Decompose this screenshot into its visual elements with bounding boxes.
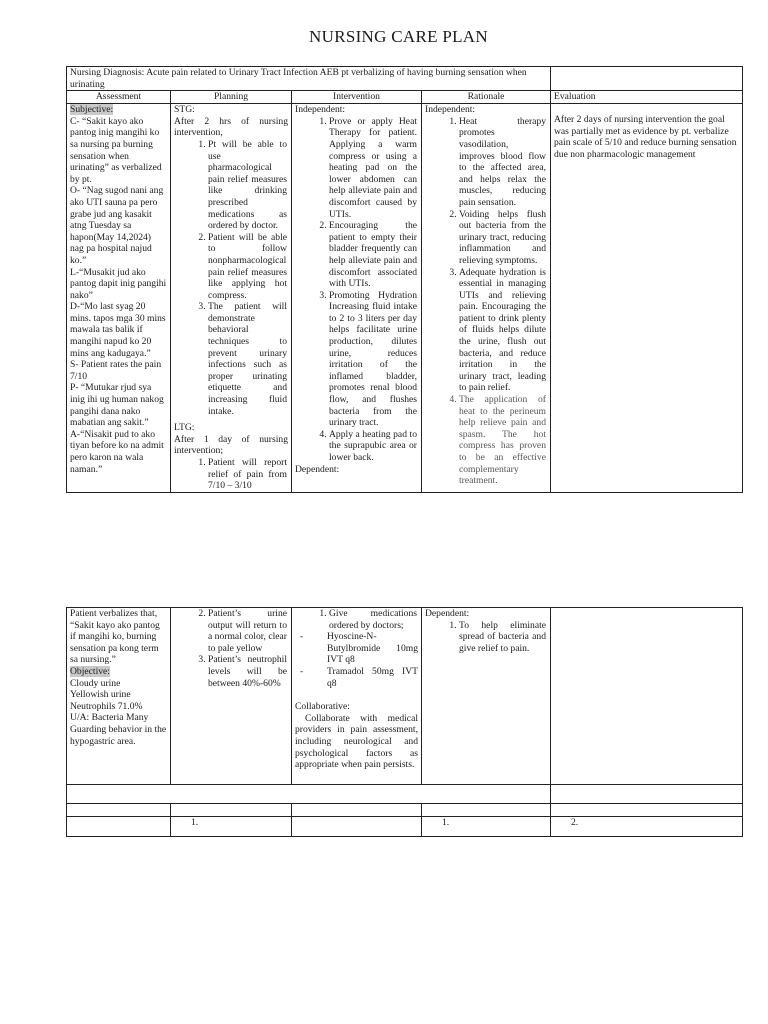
empty-cell [551, 785, 743, 804]
rationale-number: 1. [422, 817, 551, 837]
assessment-intro: Patient verbalizes that, “Sakit kayo ako pantog if mangihi ko, burning sensation pa kong term sa nursing.” [70, 608, 160, 666]
stg-label: STG: [174, 104, 195, 116]
ltg-intro: After 1 day of nursing intervention; [174, 433, 288, 457]
assessment-line: Cloudy urine [70, 677, 121, 689]
assessment-cell [67, 608, 171, 785]
stg-item: 3. The patient will demonstrate behavioral techniques to prevent urinary infections such as proper urinating etiquette and increasing fluid intake. [208, 301, 288, 417]
empty-cell [551, 804, 743, 817]
empty-cell [67, 817, 171, 837]
assessment-line: C- “Sakit kayo ako pantog inig mangihi ko sa nursing pa burning sensation when urinating” as verbalized by pt. [70, 115, 162, 185]
assessment-line: P- “Mutukar rjud sya inig ihi ug human nakog pangihi dana nako mabatian ang sakit.” [70, 382, 164, 429]
objective-label: Objective: [70, 665, 110, 677]
document-title: NURSING CARE PLAN [309, 27, 488, 46]
header-row [67, 91, 743, 104]
assessment-cell [67, 104, 171, 493]
assessment-line: D-“Mo last syag 20 mins. tapos mga 30 mins mawala tas balik if mangihi napud ko 20 mins ang kadugaya.” [70, 301, 166, 359]
planning-item: 3. Patient’s neutrophil levels will be between 40%-60% [208, 654, 288, 689]
stg-item: 1. Pt will be able to use pharmacological pain relief measures like drinking prescribed medications as ordered by doctor. [208, 139, 288, 232]
independent-label: Independent: [295, 104, 346, 116]
assessment-line: Neutrophils 71.0% [70, 700, 143, 712]
planning-list [174, 608, 288, 689]
rationale-list [425, 620, 547, 655]
care-plan-table-page1 [66, 66, 743, 493]
medication-item: - Tramadol 50mg IVT q8 [327, 666, 418, 689]
independent-label: Independent: [425, 104, 476, 116]
assessment-line: L-“Musakit jud ako pantog dapit inig pangihi nako” [70, 266, 167, 301]
diagnosis-row [67, 67, 743, 91]
rationale-item: 3. Adequate hydration is essential in managing UTIs and relieving pain. Encouraging the patient to drink plenty of fluids helps dilute the urine, flush out bacteria, and reduce irritation in the urinary tract, leading to pain relief. [459, 267, 547, 395]
empty-cell [67, 804, 171, 817]
dependent-label: Dependent: [425, 608, 470, 619]
intervention-cell [292, 608, 422, 785]
dependent-label: Dependent: [295, 463, 340, 475]
empty-row [67, 804, 743, 817]
empty-cell [292, 817, 422, 837]
intervention-item: 1. Give medications ordered by doctors; [329, 608, 418, 631]
rationale-cell [422, 608, 551, 785]
evaluation-number: 2. [551, 817, 743, 837]
collaborative-text: Collaborate with medical providers in pain assessment, including neurological and psychological factors as appropriate when pain persists. [295, 712, 418, 771]
stg-list [174, 139, 288, 417]
intervention-list [295, 608, 418, 631]
diagnosis-empty-cell [551, 67, 743, 91]
planning-item: 2. Patient’s urine output will return to a normal color, clear to pale yellow [208, 608, 288, 654]
intervention-item: 3. Promoting Hydration Increasing fluid intake to 2 to 3 liters per day helps facilitate urine production, dilutes urine, reduces irritation of the inflamed bladder, promotes renal blood flow, and flushes bacteria from the urinary tract. [329, 290, 418, 429]
assessment-line: A-“Nisakit pud to ako tiyan before ko na admit pero karon na wala naman.” [70, 428, 164, 475]
planning-number: 1. [171, 817, 292, 837]
empty-cell [422, 804, 551, 817]
rationale-item: 1. Heat therapy promotes vasodilation, improves blood flow to the affected area, and helps relax the muscles, reducing pain sensation. [459, 116, 547, 209]
intervention-item: 2. Encouraging the patient to empty their bladder frequently can help alleviate pain and discomfort associated with UTIs. [329, 220, 418, 290]
nursing-diagnosis: Nursing Diagnosis: Acute pain related to Urinary Tract Infection AEB pt verbalizing of having burning sensation when urinating [67, 67, 551, 91]
ltg-item: 1. Patient will report relief of pain from 7/10 – 3/10 [208, 457, 288, 492]
planning-cell [171, 104, 292, 493]
empty-cell [67, 785, 551, 804]
evaluation-cell [551, 608, 743, 785]
header-intervention: Intervention [292, 91, 422, 104]
ltg-label: LTG: [174, 422, 195, 434]
planning-cell [171, 608, 292, 785]
intervention-item: 1. Prove or apply Heat Therapy for patient. Applying a warm compress or using a heating pad on the lower abdomen can help alleviate pain and discomfort caused by UTIs. [329, 116, 418, 220]
content-row [67, 608, 743, 785]
intervention-cell [292, 104, 422, 493]
assessment-line: Yellowish urine [70, 689, 131, 701]
assessment-line: O- “Nag sugod nani ang ako UTI sauna pa pero grabe jud ang kasakit atng Tuesday sa hapon(May 14,2024) nag pa hospital najud ko.” [70, 185, 164, 266]
header-assessment: Assessment [67, 91, 171, 104]
assessment-line: Guarding behavior in the hypogastric area. [70, 723, 167, 747]
medication-list [295, 631, 418, 689]
content-row [67, 104, 743, 493]
collaborative-label: Collaborative: [295, 701, 350, 713]
empty-row [67, 785, 743, 804]
header-planning: Planning [171, 91, 292, 104]
assessment-line: S- Patient rates the pain 7/10 [70, 359, 162, 382]
rationale-item: 1. To help eliminate spread of bacteria and give relief to pain. [459, 620, 547, 655]
care-plan-table-page2 [66, 607, 743, 837]
evaluation-cell: After 2 days of nursing intervention the goal was partially met as evidence by pt. verbalize pain scale of 5/10 and reduce burning sensation due non pharmacologic management [551, 104, 743, 493]
numbered-row [67, 817, 743, 837]
rationale-item: 2. Voiding helps flush out bacteria from the urinary tract, reducing inflammation and relieving symptoms. [459, 209, 547, 267]
header-rationale: Rationale [422, 91, 551, 104]
stg-item: 2. Patient will be able to follow nonpharmacological pain relief measures like applying hot compress. [208, 232, 288, 302]
assessment-line: U/A: Bacteria Many [70, 712, 149, 724]
empty-cell [292, 804, 422, 817]
rationale-item: 4. The application of heat to the perineum help relieve pain and spasm. The hot compress has proven to be an effective complementary treatment. [459, 394, 547, 487]
empty-cell [171, 804, 292, 817]
subjective-label: Subjective: [70, 104, 114, 116]
header-evaluation: Evaluation [551, 91, 743, 104]
rationale-list [425, 116, 547, 487]
medication-item: - Hyoscine-N-Butylbromide 10mg IVT q8 [327, 631, 418, 666]
intervention-list [295, 116, 418, 464]
ltg-list [174, 457, 288, 492]
stg-intro: After 2 hrs of nursing intervention, [174, 115, 288, 139]
rationale-cell [422, 104, 551, 493]
intervention-item: 4. Apply a heating pad to the suprapubic area or lower back. [329, 429, 418, 464]
